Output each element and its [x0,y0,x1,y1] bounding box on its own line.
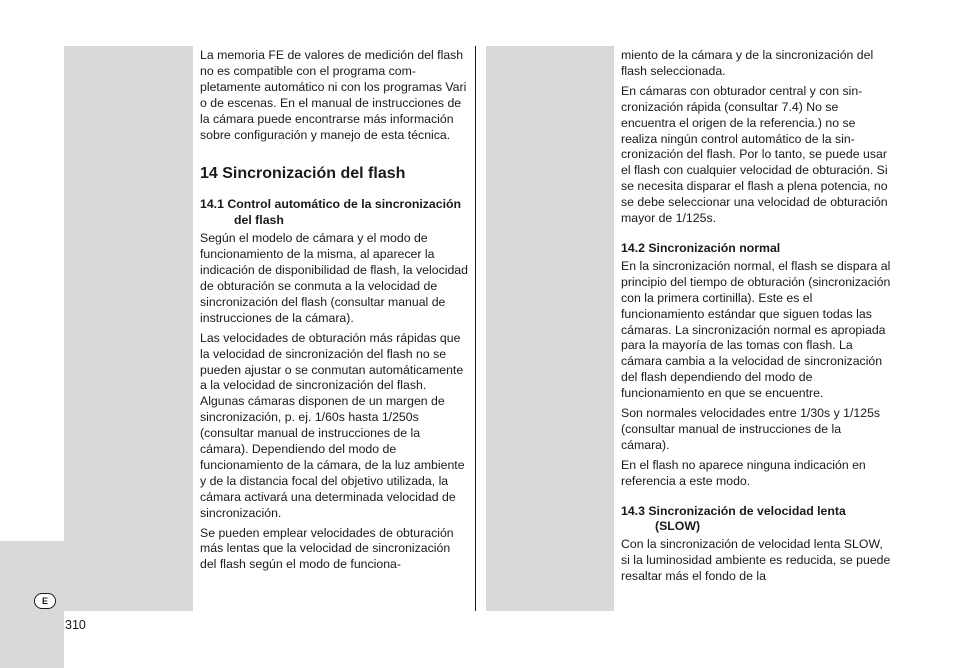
paragraph: Las velocidades de obturación más rápidas que la velocidad de sincronización del flash no se pueden ajustar o se conmutan automáticamente a la velocidad de sincronización del flash. Algunas cámaras disponen de un margen de sincronización, p. ej. 1/60s hasta 1/250s (consultar manual de instrucciones de la cámara). Dependiendo del modo de funcionamiento de la cámara, de la luz ambiente y de la distancia focal del objetivo utilizada, la cámara activará una determinada velocidad de sincronización. [200,330,465,520]
language-badge: E [34,593,56,609]
subsection-heading-14-3: 14.3 Sincronización de velocidad lenta (SLOW) [621,503,846,534]
paragraph: En la sincronización normal, el flash se dispara al principio del tiempo de obturación (sincronización con la primera cortinilla). Este es el funcionamiento estándar que siguen todas las cámaras. La sincronización normal es apropiada para la mayoría de las tomas con flash. La cámara cambia a la velocidad de sincronización del flash dependiendo del modo de funcionamiento en que se encuentre. [621,258,891,401]
paragraph: En cámaras con obturador central y con sincronización rápida (consultar 7.4) No se encuentra el origen de la referencia.) no se realiza ningún control automático de la sincronización del flash. Por lo tanto, se puede usar el flash con cualquier velocidad de obturación. Si se necesita disparar el flash a plena potencia, no se debe seleccionar una velocidad de obturación mayor de 1/125s. [621,83,888,226]
paragraph: miento de la cámara y de la sincronización del flash seleccionada. [621,48,874,78]
paragraph: En el flash no aparece ninguna indicación en referencia a este modo. [621,457,866,488]
paragraph: Se pueden emplear velocidades de obturación más lentas que la velocidad de sincronización del flash según el modo de funciona- [200,525,454,572]
subsection-heading-14-1: 14.1 Control automático de la sincronización del flash [200,197,462,228]
left-margin-band [64,46,193,611]
left-column [200,48,468,577]
paragraph: Con la sincronización de velocidad lenta SLOW, si la luminosidad ambiente es reducida, se puede resaltar más el fondo de la [621,537,891,584]
column-divider [475,46,476,611]
right-margin-band [486,46,614,611]
paragraph: Según el modelo de cámara y el modo de funcionamiento de la misma, al aparecer la indicación de disponibilidad de flash, la velocidad de obturación se conmuta a la velocidad de sincronización del flash (consultar manual de instrucciones de la cámara). [200,231,468,325]
subsection-heading-14-2: 14.2 Sincronización normal [621,240,781,255]
right-column [621,48,891,589]
intro-paragraph: La memoria FE de valores de medición del flash no es compatible con el programa completamente automático ni con los programas Vari o de escenas. En el manual de instrucciones de la cámara puede encontrarse más información sobre configuración y manejo de esta técnica. [200,48,467,142]
page-number: 310 [65,618,86,632]
section-heading: 14 Sincronización del flash [200,165,406,183]
paragraph: Son normales velocidades entre 1/30s y 1/125s (consultar manual de instrucciones de la cámara). [621,406,881,452]
